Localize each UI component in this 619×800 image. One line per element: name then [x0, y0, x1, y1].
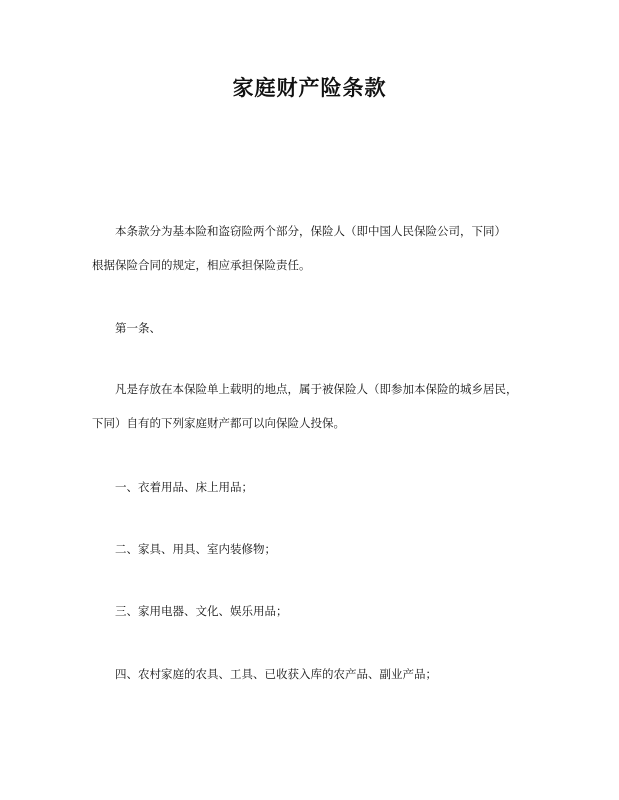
list-item-2	[92, 532, 552, 566]
article-1-body-paragraph	[92, 372, 552, 440]
article-1-body-line-1: 凡是存放在本保险单上载明的地点，属于被保险人（即参加本保险的城乡居民，	[115, 382, 518, 396]
article-1-heading: 第一条、	[115, 321, 161, 335]
list-item-3	[92, 594, 552, 628]
list-item-text: 一、衣着用品、床上用品；	[115, 480, 253, 494]
document-title: 家庭财产险条款	[232, 75, 387, 100]
list-item-text: 三、家用电器、文化、娱乐用品；	[115, 604, 288, 618]
intro-line-1: 本条款分为基本险和盗窃险两个部分，保险人（即中国人民保险公司，下同）	[115, 224, 506, 238]
list-item-4	[92, 657, 552, 691]
article-1-heading-paragraph	[92, 311, 552, 345]
list-item-text: 四、农村家庭的农具、工具、已收获入库的农产品、副业产品；	[115, 667, 437, 681]
article-1-body-line-2: 下同）自有的下列家庭财产都可以向保险人投保。	[92, 416, 345, 430]
intro-line-2: 根据保险合同的规定，相应承担保险责任。	[92, 258, 311, 272]
list-item-1	[92, 470, 552, 504]
intro-paragraph	[92, 214, 552, 282]
list-item-text: 二、家具、用具、室内装修物；	[115, 542, 276, 556]
